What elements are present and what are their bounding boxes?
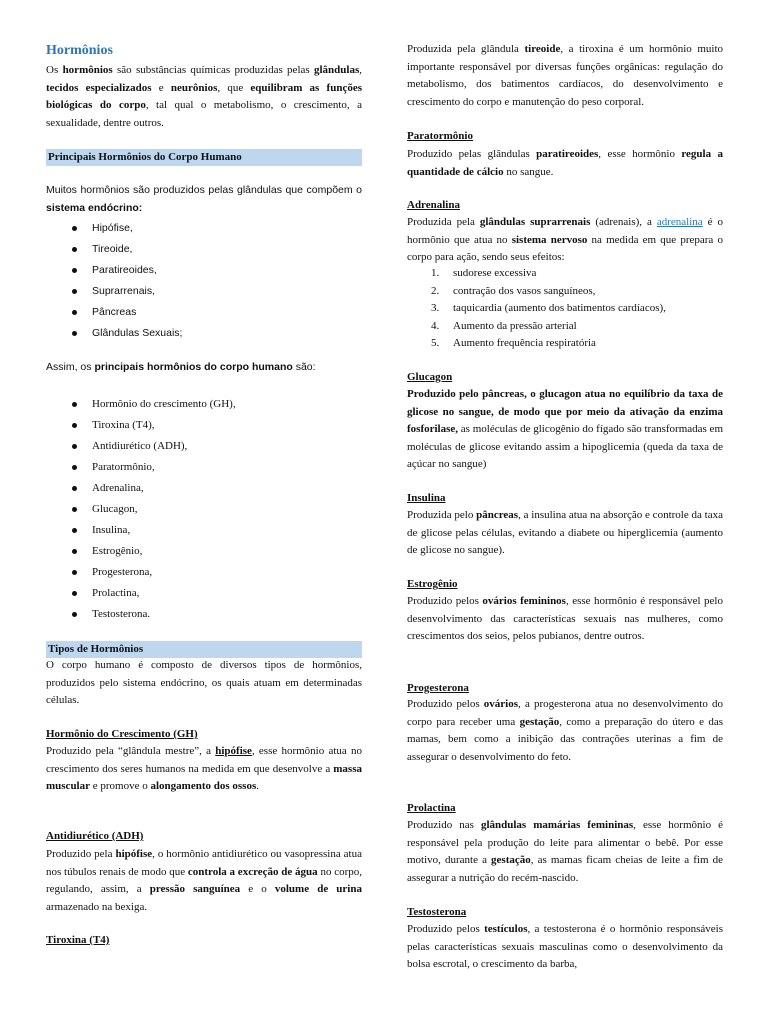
main-hormones-intro: Assim, os principais hormônios do corpo humano são: <box>46 361 316 373</box>
pth-paragraph: Produzido pelas glândulas paratireoides, esse hormônio regula a quantidade de cálcio no sangue. <box>407 148 723 178</box>
list-item: Estrogênio, <box>46 541 362 562</box>
list-item: 5. Aumento frequência respiratória <box>431 337 596 349</box>
list-item: Hormônio do crescimento (GH), <box>46 394 362 415</box>
hormones-list <box>46 394 362 625</box>
t4-paragraph: Produzida pela glândula tireoide, a tiroxina é um hormônio muito importante responsável por diversas funções orgânicas: regulação do metabolismo, dos batimentos cardíacos, do desenvolvimento e crescimento do corpo e manutenção do peso corporal. <box>407 43 723 108</box>
estrogen-paragraph: Produzido pelos ovários femininos, esse hormônio é responsável pelo desenvolvimento das características sexuais nas mulheres, como crescimentos dos seios, pelos pubianos, dentre outros. <box>407 595 723 642</box>
list-item: Progesterona, <box>46 562 362 583</box>
list-item: Paratireoides, <box>46 260 362 281</box>
progesterone-paragraph: Produzido pelos ovários, a progesterona atua no desenvolvimento do corpo para receber uma gestação, como a preparação do útero e das mamas, bem como a inibição das contrações uterinas a fim de assegurar o desenvolvimento do feto. <box>407 698 723 763</box>
list-item: Pâncreas <box>46 302 362 323</box>
prolactin-paragraph: Produzido nas glândulas mamárias femininas, esse hormônio é responsável pela produção do leite para alimentar o bebê. Por esse motivo, durante a gestação, as mamas ficam cheias de leite a fim de assegurar a nutrição do recém-nascido. <box>407 819 723 884</box>
list-item: Insulina, <box>46 520 362 541</box>
glands-list <box>46 218 362 344</box>
list-item: Suprarrenais, <box>46 281 362 302</box>
list-item: Antidiurético (ADH), <box>46 436 362 457</box>
adrenaline-effects-list <box>407 265 723 353</box>
list-item: Glucagon, <box>46 499 362 520</box>
list-item: Testosterona. <box>46 604 362 625</box>
list-item: Prolactina, <box>46 583 362 604</box>
page-title: Hormônios <box>46 43 113 58</box>
heading-progesterone: Progesterona <box>407 682 469 694</box>
section-heading-main-hormones: Principais Hormônios do Corpo Humano <box>46 149 362 166</box>
heading-pth: Paratormônio <box>407 130 473 142</box>
heading-adrenaline: Adrenalina <box>407 199 460 211</box>
adh-paragraph: Produzido pela hipófise, o hormônio antidiurético ou vasopressina atua nos túbulos renais de modo que controla a excreção de água no corpo, regulando, assim, a pressão sanguínea e o volume de urina armazenado na bexiga. <box>46 848 363 913</box>
list-item: 1. sudorese excessiva <box>431 267 537 279</box>
glands-intro: Muitos hormônios são produzidos pelas glândulas que compõem o sistema endócrino: <box>46 184 362 214</box>
list-item: Hipófise, <box>46 218 362 239</box>
glucagon-paragraph: Produzido pelo pâncreas, o glucagon atua no equilíbrio da taxa de glicose no sangue, de modo que por meio da ativação da enzima fosforilase, as moléculas de glicogênio do fígado são transformadas em moléculas de glicose evitando assim a hipoglicemia (queda da taxa de açúcar no sangue) <box>407 388 723 470</box>
heading-gh: Hormônio do Crescimento (GH) <box>46 728 198 740</box>
list-item: Tiroxina (T4), <box>46 415 362 436</box>
adrenaline-paragraph: Produzida pela glândulas suprarrenais (adrenais), a adrenalina é o hormônio que atua no sistema nervoso na medida em que prepara o corpo para ação, sendo seus efeitos: <box>407 216 723 263</box>
heading-insulin: Insulina <box>407 492 446 504</box>
list-item: Adrenalina, <box>46 478 362 499</box>
list-item: Paratormônio, <box>46 457 362 478</box>
adrenaline-link[interactable]: adrenalina <box>656 216 703 228</box>
heading-adh: Antidiurético (ADH) <box>46 830 144 842</box>
heading-estrogen: Estrogênio <box>407 578 458 590</box>
heading-testosterone: Testosterona <box>407 906 467 918</box>
intro-paragraph: Os hormônios são substâncias químicas produzidas pelas glândulas, tecidos especializados e neurônios, que equilibram as funções biológicas do corpo, tal qual o metabolismo, o crescimento, a sexualidade, dentre outros. <box>46 64 362 129</box>
testosterone-paragraph: Produzido pelos testículos, a testosterona é o hormônio responsáveis pelas características sexuais masculinas como o desenvolvimento da bolsa escrotal, o crescimento da barba, <box>407 923 723 970</box>
heading-prolactin: Prolactina <box>407 802 456 814</box>
list-item: 3. taquicardia (aumento dos batimentos cardíacos), <box>431 302 666 314</box>
types-paragraph: O corpo humano é composto de diversos tipos de hormônios, produzidos pelo sistema endócrino, os quais atuam em determinadas células. <box>46 659 362 706</box>
list-item: 4. Aumento da pressão arterial <box>431 319 577 332</box>
list-item: Glândulas Sexuais; <box>46 323 362 344</box>
list-item: 2. contração dos vasos sanguíneos, <box>431 284 596 297</box>
section-heading-types: Tipos de Hormônios <box>46 641 362 658</box>
heading-t4: Tiroxina (T4) <box>46 934 110 946</box>
heading-glucagon: Glucagon <box>407 371 453 383</box>
gh-paragraph: Produzido pela “glândula mestre”, a hipófise, esse hormônio atua no crescimento dos seres humanos na medida em que desenvolve a massa muscular e promove o alongamento dos ossos. <box>46 745 362 792</box>
list-item: Tireoide, <box>46 239 362 260</box>
insulin-paragraph: Produzida pelo pâncreas, a insulina atua na absorção e controle da taxa de glicose pelas células, evitando a diabete ou hiperglicemia (aumento de glicose no sangue). <box>407 509 723 556</box>
